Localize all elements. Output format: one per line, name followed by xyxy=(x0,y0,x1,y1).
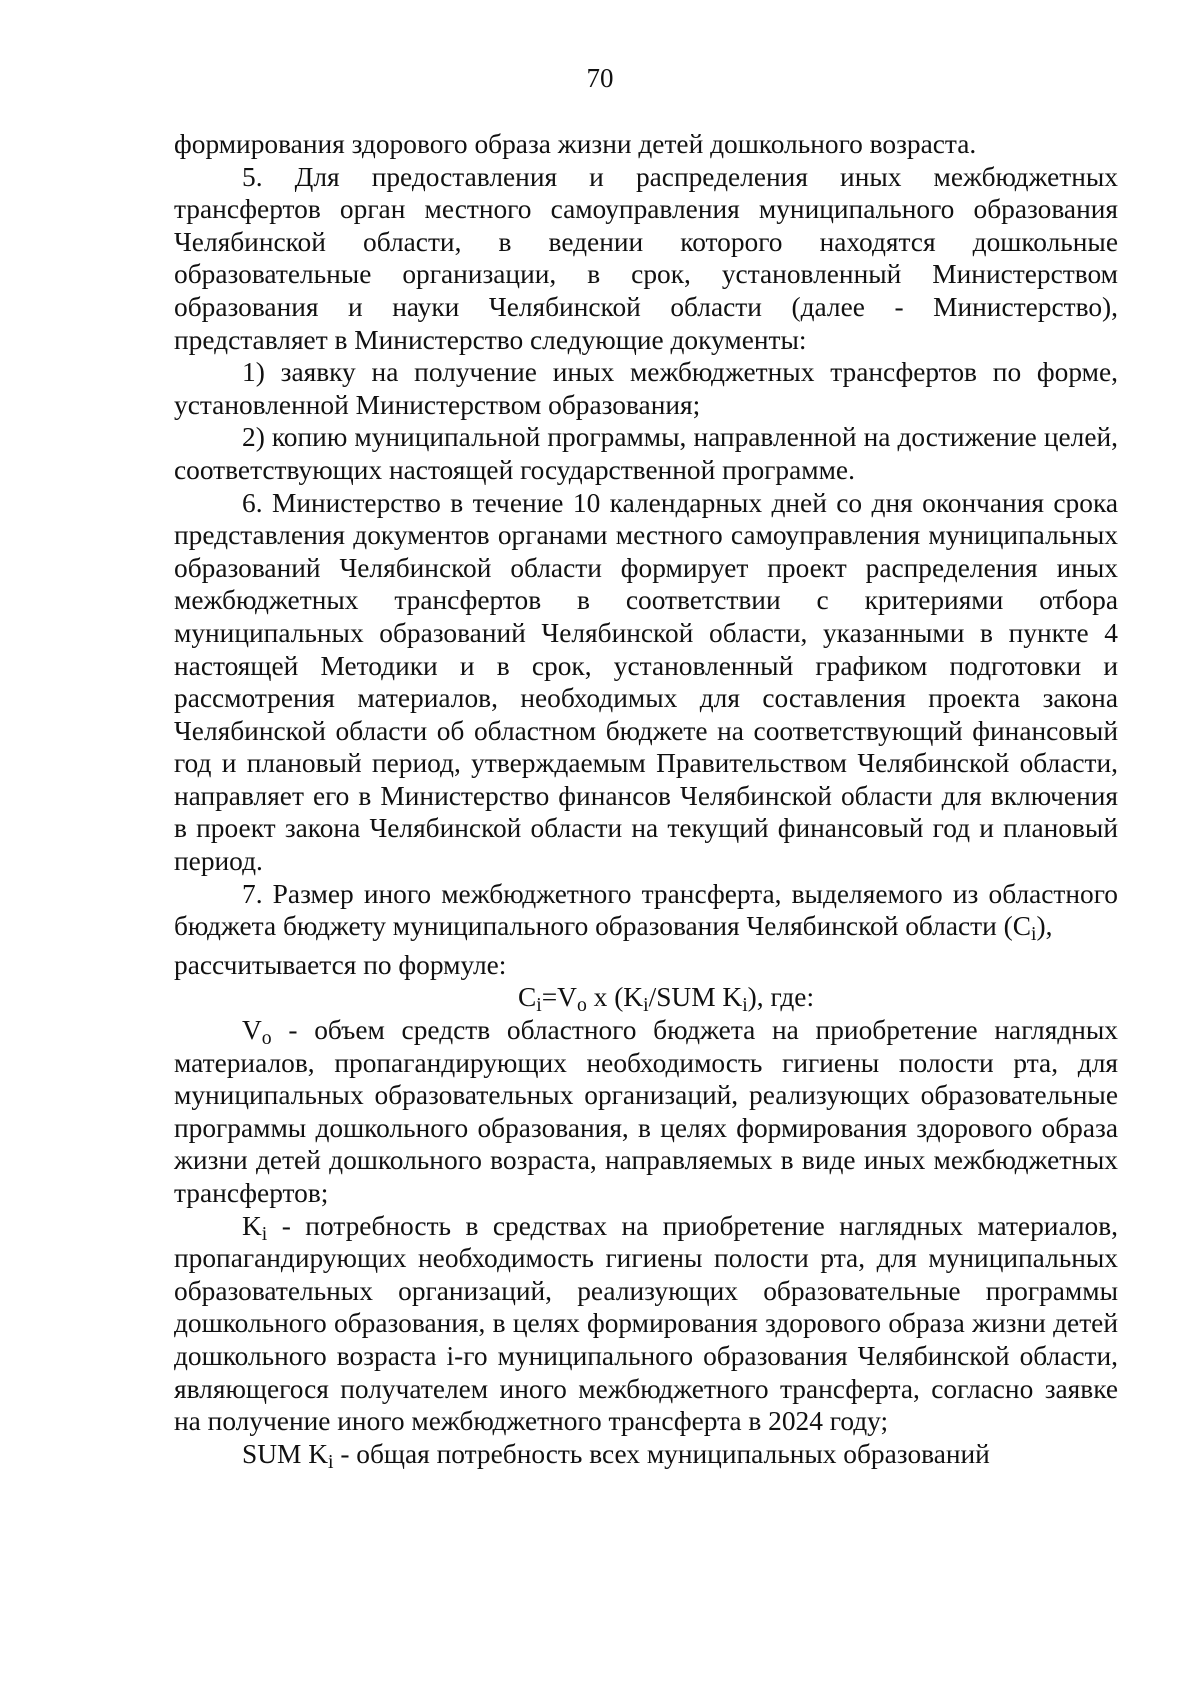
formula-eq-v: =V xyxy=(541,982,577,1013)
paragraph-continuation: формирования здорового образа жизни детей дошкольного возраста. xyxy=(174,129,977,159)
definition-sum-ki xyxy=(174,1438,1118,1471)
paragraph-7-formula-intro: рассчитывается по формуле: xyxy=(174,949,507,980)
formula xyxy=(174,981,1118,1017)
vo-text: - объем средств областного бюджета на приобретение наглядных материалов, пропагандирующих необходимость гигиены полости рта, для муниципальных образовательных организаций, реализующих образовательные программы дошкольного образования, в целях формирования здорового образа жизни детей дошкольного возраста, направляемых в виде иных межбюджетных трансфертов; xyxy=(174,1015,1118,1208)
formula-end: ), где: xyxy=(747,982,815,1013)
paragraph-7-text: 7. Размер иного межбюджетного трансферта, выделяемого из областного бюджета бюджету муниципального образования Челябинской области (C xyxy=(174,878,1118,942)
paragraph-7-subscript: i xyxy=(1031,923,1037,946)
sum-subscript: i xyxy=(328,1450,334,1473)
formula-mid: x (K xyxy=(586,982,644,1013)
formula-sum-subscript: i xyxy=(742,994,748,1017)
formula-c: C xyxy=(517,982,537,1013)
formula-v-subscript: o xyxy=(576,994,587,1017)
ki-subscript: i xyxy=(261,1222,268,1245)
definition-ki xyxy=(174,1210,1118,1438)
paragraph-7 xyxy=(174,878,1118,946)
vo-subscript: o xyxy=(261,1026,272,1049)
vo-symbol: V xyxy=(242,1015,262,1046)
formula-sum: /SUM K xyxy=(648,982,743,1013)
paragraph-5-item-1: 1) заявку на получение иных межбюджетных трансфертов по форме, установленной Министерством образования; xyxy=(174,357,1118,420)
formula-k-subscript: i xyxy=(643,994,649,1017)
definition-vo xyxy=(174,1014,1118,1210)
formula-c-subscript: i xyxy=(536,994,542,1017)
page-number: 70 xyxy=(586,63,614,93)
ki-text: - потребность в средствах на приобретение наглядных материалов, пропагандирующих необходимость гигиены полости рта, для муниципальных образовательных организаций, реализующих образовательные программы дошкольного образования, в целях формирования здорового образа жизни детей дошкольного возраста i-го муниципального образования Челябинской области, являющегося получателем иного межбюджетного трансферта, согласно заявке на получение иного межбюджетного трансферта в 2024 году; xyxy=(174,1210,1118,1437)
paragraph-7-end: ), xyxy=(1036,911,1053,942)
sum-symbol: SUM K xyxy=(242,1438,328,1469)
ki-symbol: K xyxy=(242,1210,262,1241)
paragraph-6: 6. Министерство в течение 10 календарных дней со дня окончания срока представления документов органами местного самоуправления муниципальных образований Челябинской области формирует проект распределения иных межбюджетных трансфертов в соответствии с критериями отбора муниципальных образований Челябинской области, указанными в пункте 4 настоящей Методики и в срок, установленный графиком подготовки и рассмотрения материалов, необходимых для составления проекта закона Челябинской области об областном бюджете на соответствующий финансовый год и плановый период, утверждаемым Правительством Челябинской области, направляет его в Министерство финансов Челябинской области для включения в проект закона Челябинской области на текущий финансовый год и плановый период. xyxy=(174,487,1118,877)
paragraph-5: 5. Для предоставления и распределения иных межбюджетных трансфертов орган местного самоуправления муниципального образования Челябинской области, в ведении которого находятся дошкольные образовательные организации, в срок, установленный Министерством образования и науки Челябинской области (далее - Министерство), представляет в Министерство следующие документы: xyxy=(174,161,1118,355)
sum-text: - общая потребность всех муниципальных образований xyxy=(333,1438,990,1469)
paragraph-5-item-2: 2) копию муниципальной программы, направленной на достижение целей, соответствующих настоящей государственной программе. xyxy=(174,422,1118,485)
document-body xyxy=(174,128,1118,1473)
